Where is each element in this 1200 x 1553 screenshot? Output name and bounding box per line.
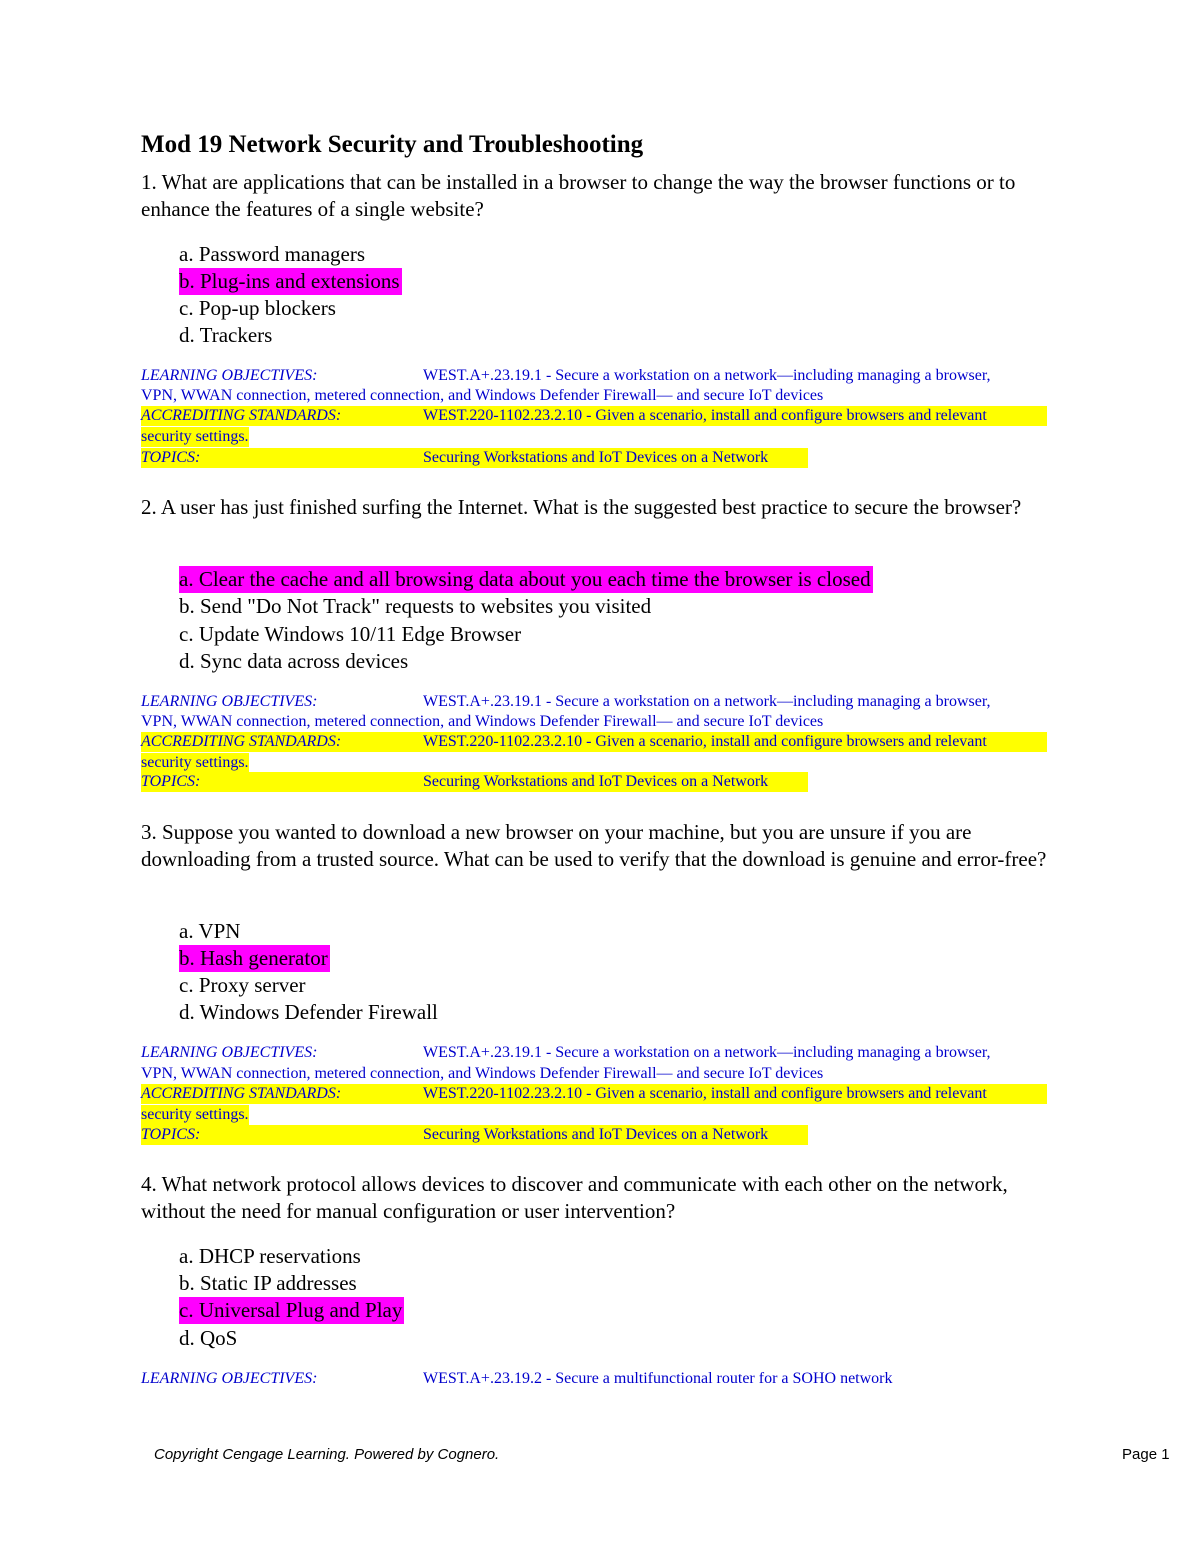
question-1-option-d: d. Trackers [179,323,273,347]
question-2-option-c: c. Update Windows 10/11 Edge Browser [179,622,522,646]
question-1-stem: 1. What are applications that can be installed in a browser to change the way the browser functions or to enhance the features of a single website? [141,170,1016,221]
question-1-accrediting-standards-cont: security settings. [141,428,249,445]
question-3-learning-objectives-cont: VPN, WWAN connection, metered connection, and Windows Defender Firewall— and secure IoT devices [141,1065,824,1082]
question-3-accrediting-standards-cont: security settings. [141,1106,249,1123]
learning-objectives-value: WEST.A+.23.19.1 - Secure a workstation on a network—including managing a browser, [423,367,991,384]
footer-copyright: Copyright Cengage Learning. Powered by Cognero. [154,1446,500,1463]
question-3-option-c: c. Proxy server [179,973,306,997]
learning-objectives-label: LEARNING OBJECTIVES: [141,1044,318,1061]
question-2-learning-objectives-cont: VPN, WWAN connection, metered connection, and Windows Defender Firewall— and secure IoT devices [141,713,824,730]
learning-objectives-label: LEARNING OBJECTIVES: [141,1370,318,1387]
learning-objectives-label: LEARNING OBJECTIVES: [141,693,318,710]
topics-value: Securing Workstations and IoT Devices on a Network [423,449,769,466]
topics-label: TOPICS: [141,449,201,466]
question-2-option-d: d. Sync data across devices [179,649,409,673]
question-3-option-d: d. Windows Defender Firewall [179,1000,438,1024]
question-2-accrediting-standards [141,732,1047,752]
question-3-option-b-answer: b. Hash generator [179,946,328,970]
accrediting-standards-label: ACCREDITING STANDARDS: [141,733,342,750]
question-4-option-d: d. QoS [179,1326,238,1350]
topics-label: TOPICS: [141,773,201,790]
learning-objectives-label: LEARNING OBJECTIVES: [141,367,318,384]
question-3-option-a: a. VPN [179,919,241,943]
accrediting-standards-value: WEST.220-1102.23.2.10 - Given a scenario, install and configure browsers and relevant [423,1085,987,1102]
question-4-option-a: a. DHCP reservations [179,1244,361,1268]
question-4-stem: 4. What network protocol allows devices to discover and communicate with each other on the network, without the need for manual configuration or user intervention? [141,1172,1008,1223]
topics-value: Securing Workstations and IoT Devices on a Network [423,773,769,790]
question-3-topics [141,1125,808,1145]
question-2-topics [141,772,808,792]
accrediting-standards-value: WEST.220-1102.23.2.10 - Given a scenario, install and configure browsers and relevant [423,407,987,424]
question-1-option-b-answer: b. Plug-ins and extensions [179,269,400,293]
question-4-option-c-answer: c. Universal Plug and Play [179,1298,403,1322]
question-2-stem: 2. A user has just finished surfing the Internet. What is the suggested best practice to secure the browser? [141,495,1022,519]
accrediting-standards-label: ACCREDITING STANDARDS: [141,407,342,424]
question-2-option-a-answer: a. Clear the cache and all browsing data about you each time the browser is closed [179,567,871,591]
learning-objectives-value: WEST.A+.23.19.1 - Secure a workstation on a network—including managing a browser, [423,693,991,710]
document-title: Mod 19 Network Security and Troubleshooting [141,131,644,158]
question-1-topics [141,448,808,468]
accrediting-standards-value: WEST.220-1102.23.2.10 - Given a scenario, install and configure browsers and relevant [423,733,987,750]
topics-value: Securing Workstations and IoT Devices on a Network [423,1126,769,1143]
question-2-accrediting-standards-cont: security settings. [141,754,249,771]
question-2-option-b: b. Send "Do Not Track" requests to websites you visited [179,594,652,618]
learning-objectives-value: WEST.A+.23.19.2 - Secure a multifunctional router for a SOHO network [423,1370,893,1387]
accrediting-standards-label: ACCREDITING STANDARDS: [141,1085,342,1102]
question-4-option-b: b. Static IP addresses [179,1271,357,1295]
topics-label: TOPICS: [141,1126,201,1143]
learning-objectives-value: WEST.A+.23.19.1 - Secure a workstation on a network—including managing a browser, [423,1044,991,1061]
question-3-accrediting-standards [141,1084,1047,1104]
question-1-option-a: a. Password managers [179,242,366,266]
question-3-stem: 3. Suppose you wanted to download a new browser on your machine, but you are unsure if you are downloading from a trusted source. What can be used to verify that the download is genuine and error-free? [141,820,1047,871]
question-1-learning-objectives-cont: VPN, WWAN connection, metered connection, and Windows Defender Firewall— and secure IoT devices [141,387,824,404]
footer-page-number: Page 1 [1122,1446,1170,1463]
question-1-accrediting-standards [141,406,1047,426]
question-1-option-c: c. Pop-up blockers [179,296,336,320]
